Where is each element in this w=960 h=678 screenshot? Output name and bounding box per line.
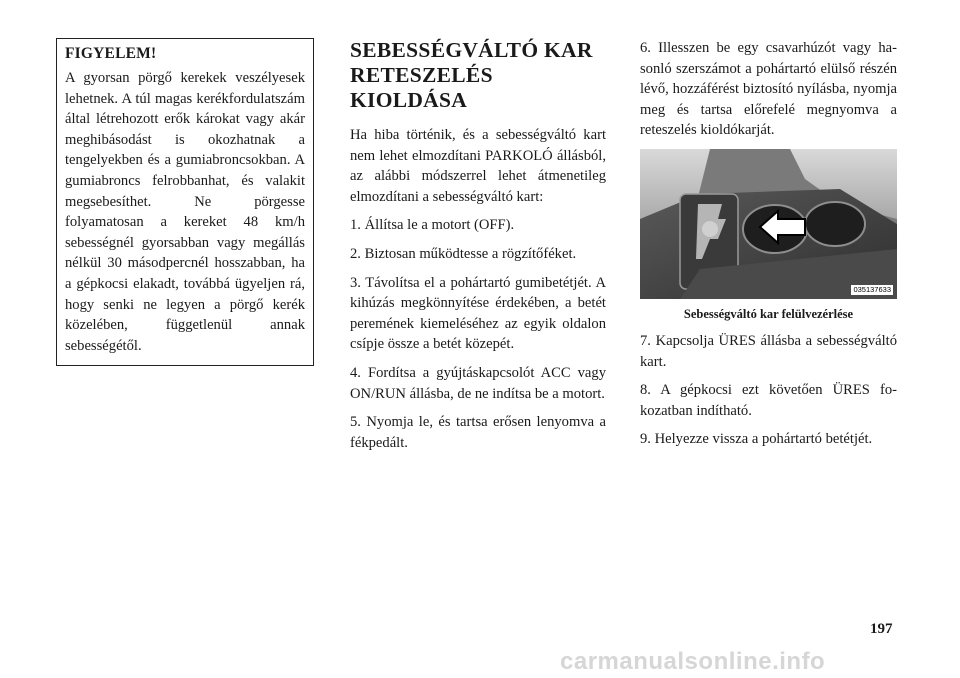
- step-2: 2. Biztosan működtesse a rögzítőféket.: [350, 245, 577, 262]
- warning-text: A gyorsan pörgő kerekek veszélyesek lehetnek. A túl magas kerékfordulatszám által létrehozott erők károkat vagy akár meghibásodást is okozhatnak a tengelyekben és a gumiabroncsokban. A gumiabroncs felrobbanhat, és valakit megsebesíthet. Ne pörgesse folyamatosan a kereket 48 km/h sebességnél gyorsabban vagy megállás nélkül 30 másodpercnél hosszabban, ha a gépkocsi elakadt, továbbá ügyeljen rá, hogy senki ne legyen a pörgő kerék közelében, függetlenül annak sebességétől.: [65, 70, 305, 354]
- cup-holder-rear: [805, 202, 865, 246]
- page-number: 197: [870, 621, 893, 637]
- heading-line: SEBESSÉGVÁLTÓ KAR: [350, 38, 593, 62]
- shifter-photo: [640, 149, 897, 299]
- intro-paragraph: Ha hiba történik, és a sebességváltó kart nem lehet elmozdítani PARKOLÓ állásból, az alábbi módszerrel lehet átmenetileg elmozdítani a sebességváltó kart:: [350, 127, 606, 205]
- watermark: carmanualsonline.info: [560, 648, 826, 675]
- heading-line: KIOLDÁSA: [350, 88, 468, 112]
- left-column: [56, 38, 314, 366]
- step-5: 5. Nyomja le, és tartsa erősen lenyomva a fékpedált.: [350, 414, 606, 451]
- step-9: 9. Helyezze vissza a pohártartó betétjét.: [640, 431, 873, 448]
- step-8: 8. A gépkocsi ezt követően ÜRES fokozatban indítható.: [640, 382, 897, 419]
- shifter-illustration: [640, 149, 897, 299]
- warning-title: FIGYELEM!: [65, 45, 157, 62]
- step-3: 3. Távolítsa el a pohártartó gumibetétjét. A kihúzás megkönnyítése érdekében, a betét peremének kiemeléséhez az egyik oldalon csípje össze a betét közepét.: [350, 274, 606, 353]
- step-6: 6. Illesszen be egy csavarhúzót vagy hasonló szerszámot a pohártartó elülső részén lévő, hozzáférést biztosító nyílásba, nyomja meg és tartsa előrefelé megnyomva a reteszelés kioldókarját.: [640, 40, 897, 139]
- section-heading: [350, 38, 606, 113]
- warning-box: [56, 38, 314, 366]
- step-1: 1. Állítsa le a motort (OFF).: [350, 217, 515, 234]
- step-7: 7. Kapcsolja ÜRES állásba a sebességváltó kart.: [640, 332, 897, 370]
- figure-code: 035137633: [853, 284, 891, 294]
- step-4: 4. Fordítsa a gyújtáskapcsolót ACC vagy ON/RUN állásba, de ne indítsa be a motort.: [350, 364, 606, 402]
- figure-caption: Sebességváltó kar felülvezérlése: [683, 306, 854, 321]
- middle-column: [350, 38, 606, 461]
- heading-line: RETESZELÉS: [350, 63, 493, 87]
- right-column: [640, 38, 897, 458]
